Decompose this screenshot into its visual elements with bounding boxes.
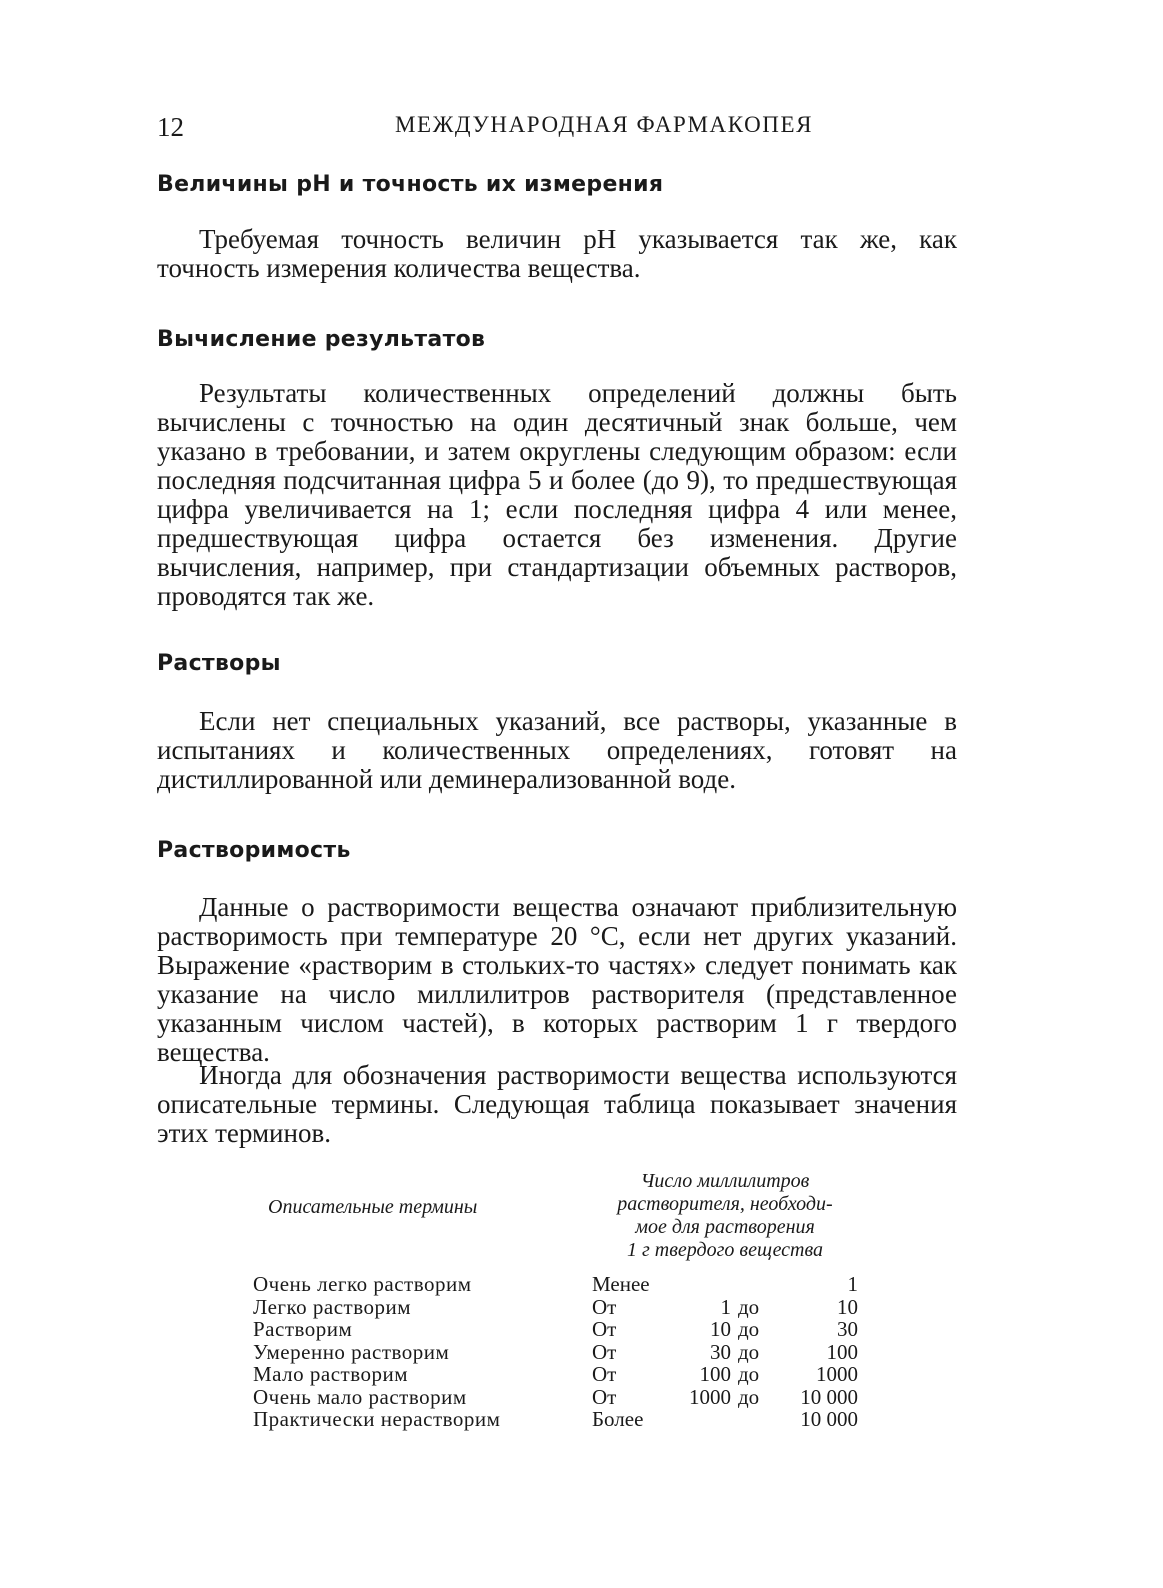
term-cell: Умеренно растворим [253,1339,450,1364]
term-cell: Очень легко растворим [253,1272,472,1296]
term-cell: Практически нерастворим [253,1407,501,1431]
to-value-cell: 1000 [816,1362,858,1386]
paragraph-solutions: Если нет специальных указаний, все растворы, указанные в испытаниях и количественных определениях, готовят на дистиллированной или деминерализованной воде. [157,706,957,794]
to-value-cell: 10 [837,1294,858,1319]
table-row [253,1318,873,1341]
term-cell: Очень мало растворим [253,1384,467,1409]
paragraph-calculation: Результаты количественных определений должны быть вычислены с точностью на один десятичный знак больше, чем указано в требовании, и затем округлены следующим образом: если последняя подсчитанная цифра 5 и более (до 9), то предшествующая цифра увеличивается на 1; если последняя цифра 4 или менее, предшествующая цифра остается без изменения. Другие вычисления, например, при стандартизации объемных растворов, проводятся так же. [157,378,957,611]
table-row [253,1408,873,1453]
range-word-cell: до [738,1317,760,1341]
table-header-terms: Описательные термины [268,1196,478,1218]
page-number: 12 [157,112,184,142]
paragraph-solubility-1: Данные о растворимости вещества означают приблизительную растворимость при температуре 20 °С, если нет других указаний. Выражение «растворим в стольких-то частях» следует понимать как указание на число миллилитров растворителя (представленное указанным числом частей), в которых растворим 1 г твердого вещества. [157,892,957,1067]
term-cell: Легко растворим [253,1294,412,1319]
paragraph-solubility-2: Иногда для обозначения растворимости вещества используются описательные термины. Следующая таблица показывает значения этих терминов. [157,1060,957,1148]
range-word-cell: до [738,1384,760,1409]
to-value-cell: 10 000 [800,1384,858,1409]
to-value-cell: 10 000 [800,1407,858,1431]
preposition-cell: От [592,1384,617,1409]
section-heading-solutions: Растворы [157,651,281,676]
preposition-cell: Более [592,1407,644,1431]
preposition-cell: От [592,1317,617,1341]
paragraph-ph: Требуемая точность величин pH указывается так же, как точность измерения количества вещества. [157,224,957,283]
preposition-cell: Менее [592,1272,650,1296]
running-head [157,112,987,152]
from-value-cell: 1000 [689,1384,731,1409]
to-value-cell: 1 [847,1272,858,1296]
table-header-amount: Число миллилитров растворителя, необходи- мое для растворения 1 г твердого вещества [617,1170,833,1261]
table-row [253,1386,873,1409]
range-word-cell: до [738,1362,760,1386]
table-row [253,1363,873,1386]
from-value-cell: 100 [699,1362,731,1386]
running-title: МЕЖДУНАРОДНАЯ ФАРМАКОПЕЯ [395,112,814,137]
from-value-cell: 10 [710,1317,731,1341]
preposition-cell: От [592,1339,617,1364]
term-cell: Мало растворим [253,1362,409,1386]
term-cell: Растворим [253,1317,353,1341]
table-row [253,1341,873,1364]
range-word-cell: до [738,1339,760,1364]
preposition-cell: От [592,1294,617,1319]
preposition-cell: От [592,1362,617,1386]
table-body [253,1273,873,1453]
range-word-cell: до [738,1294,760,1319]
to-value-cell: 30 [837,1317,858,1341]
from-value-cell: 1 [720,1294,731,1319]
table-row [253,1273,873,1296]
section-heading-solubility: Растворимость [157,838,351,863]
section-heading-calculation: Вычисление результатов [157,327,486,352]
from-value-cell: 30 [710,1339,731,1364]
table-row [253,1296,873,1319]
section-heading-ph: Величины pH и точность их измерения [157,172,664,197]
to-value-cell: 100 [826,1339,858,1364]
